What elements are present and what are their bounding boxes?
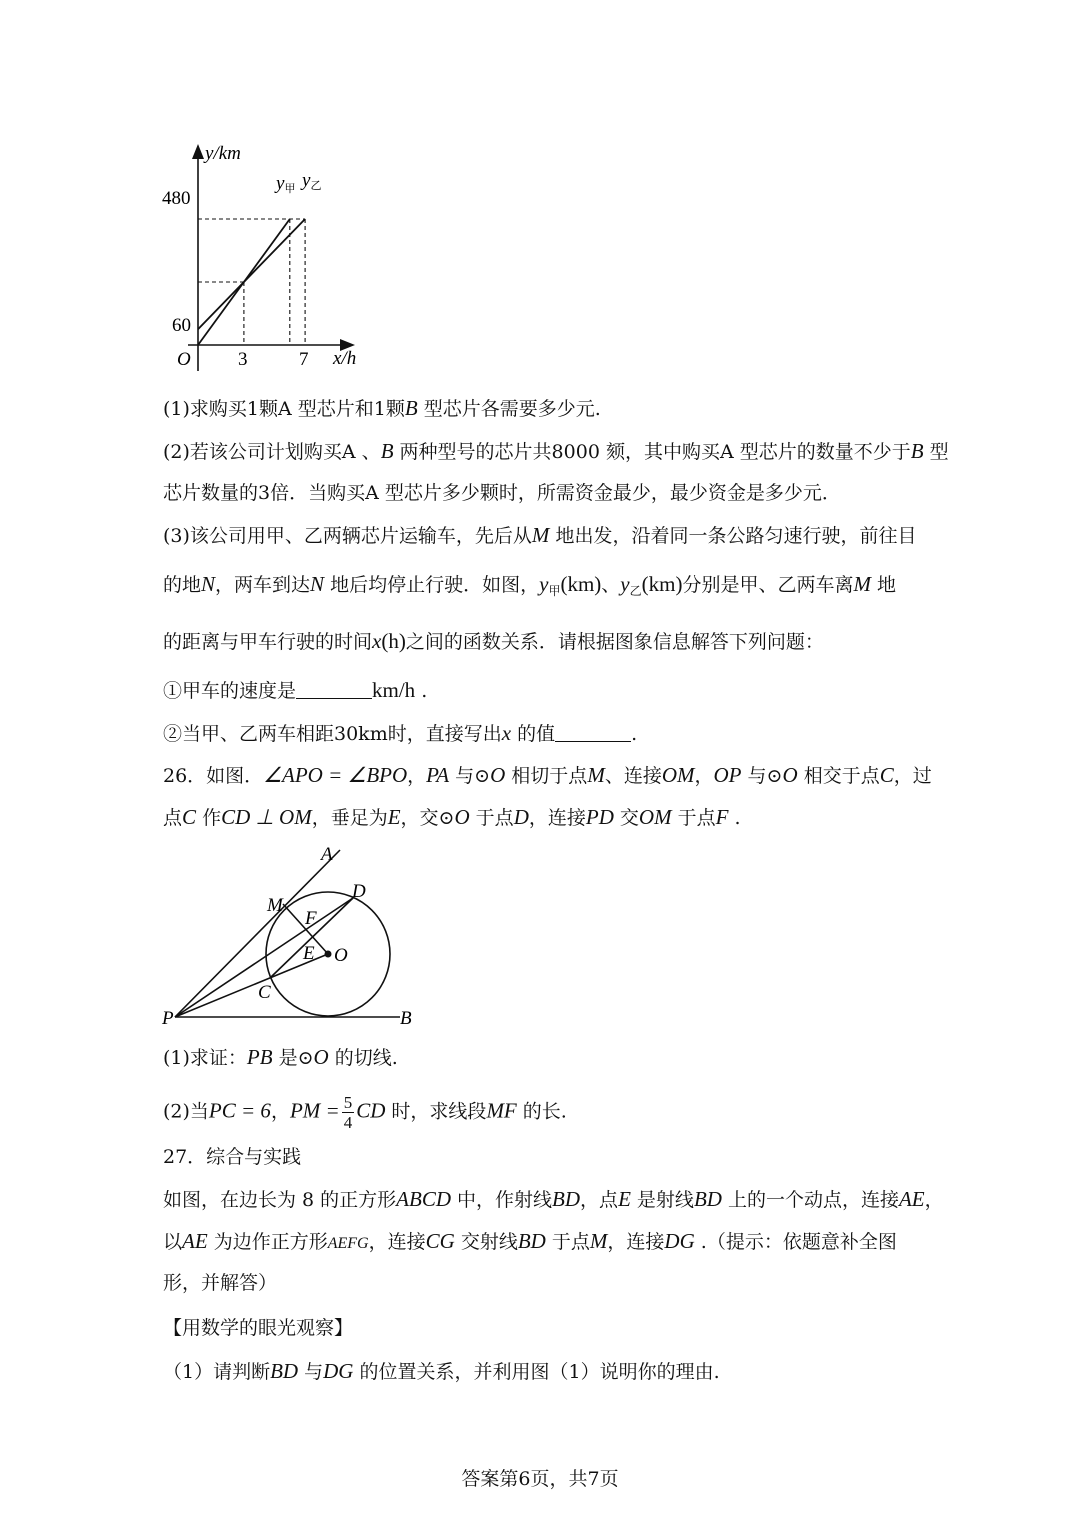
q27-title: 27．综合与实践 — [163, 1146, 302, 1168]
q26-sub2: (2)当PC = 6，PM = $\frac{5}{4}$ CD 时，求线段MF 的长. — [163, 1093, 567, 1132]
label-p: P — [162, 1008, 174, 1029]
y-tick-label: 480 — [162, 188, 191, 209]
circle-tangent-figure — [155, 840, 425, 1035]
q26-line2: 点C 作CD ⊥ OM，垂足为E，交⊙O 于点D，连接PD 交OM 于点F . — [163, 805, 741, 829]
x-tick-label: 3 — [238, 349, 248, 370]
q25-part2-line2: 芯片数量的3倍．当购买A 型芯片多少颗时，所需资金最少，最少资金是多少元． — [163, 482, 841, 504]
q25-part2-line1: (2)若该公司计划购买A 、B 两种型号的芯片共8000 颏，其中购买A 型芯片的数量不少于B 型 — [163, 439, 949, 463]
center-point — [325, 951, 332, 958]
q26-sub1: (1)求证：PB 是⊙O 的切线. — [163, 1045, 398, 1069]
q27-line3: 形，并解答） — [163, 1272, 278, 1294]
label-m: M — [267, 895, 283, 916]
y-tick-label: 60 — [172, 315, 191, 336]
q25-part3-line1: (3)该公司用甲、乙两辆芯片运输车，先后从M 地出发，沿着同一条公路匀速行驶，前往目 — [163, 523, 917, 547]
origin-label: O — [177, 349, 191, 370]
label-c: C — [258, 982, 271, 1003]
q25-part1: (1)求购买1颗A 型芯片和1颗B 型芯片各需要多少元. — [163, 396, 601, 420]
label-a: A — [321, 844, 333, 865]
label-o: O — [334, 945, 348, 966]
q27-line1: 如图，在边长为 8 的正方形ABCD 中，作射线BD，点E 是射线BD 上的一个动点，连接AE， — [163, 1187, 944, 1211]
label-b: B — [400, 1008, 412, 1029]
page-footer: 答案第6页，共7页 — [461, 1468, 619, 1490]
line-y-yi — [198, 219, 305, 329]
q25-sub1: ①甲车的速度是 km/h . — [163, 678, 428, 702]
series-label-yi: y乙 — [302, 170, 322, 192]
y-axis-label: y/km — [205, 143, 241, 164]
series-label-jia: y甲 — [276, 173, 296, 195]
x-axis-label: x/h — [333, 348, 357, 369]
q26-line1: 26．如图．∠APO = ∠BPO，PA 与⊙O 相切于点M、连接OM，OP 与⊙O 相交于点C，过 — [163, 763, 932, 787]
label-d: D — [352, 881, 366, 902]
q25-sub2: ②当甲、乙两车相距30km时，直接写出x 的值 . — [163, 721, 638, 745]
y-axis-arrow — [192, 144, 204, 159]
answer-blank — [296, 680, 372, 699]
fraction: $\frac{5}{4}$ — [343, 1093, 353, 1132]
q27-line2: 以AE 为边作正方形AEFG，连接CG 交射线BD 于点M，连接DG .（提示：依题意补全图 — [163, 1229, 897, 1253]
q27-section-heading: 【用数学的眼光观察】 — [163, 1317, 354, 1339]
label-e: E — [303, 943, 315, 964]
axes — [188, 144, 355, 371]
q27-question1: （1）请判断BD 与DG 的位置关系，并利用图（1）说明你的理由. — [163, 1359, 720, 1383]
distance-time-graph — [150, 135, 380, 380]
answer-blank — [555, 723, 631, 742]
q25-part3-line3: 的距离与甲车行驶的时间x(h)之间的函数关系．请根据图象信息解答下列问题： — [163, 629, 824, 653]
label-f: F — [305, 908, 317, 929]
x-tick-label: 7 — [299, 349, 309, 370]
q25-part3-line2: 的地N，两车到达N 地后均停止行驶．如图，$y_甲(km)$、$y_乙(km)$分别是甲、乙两车离M 地 — [163, 572, 897, 598]
